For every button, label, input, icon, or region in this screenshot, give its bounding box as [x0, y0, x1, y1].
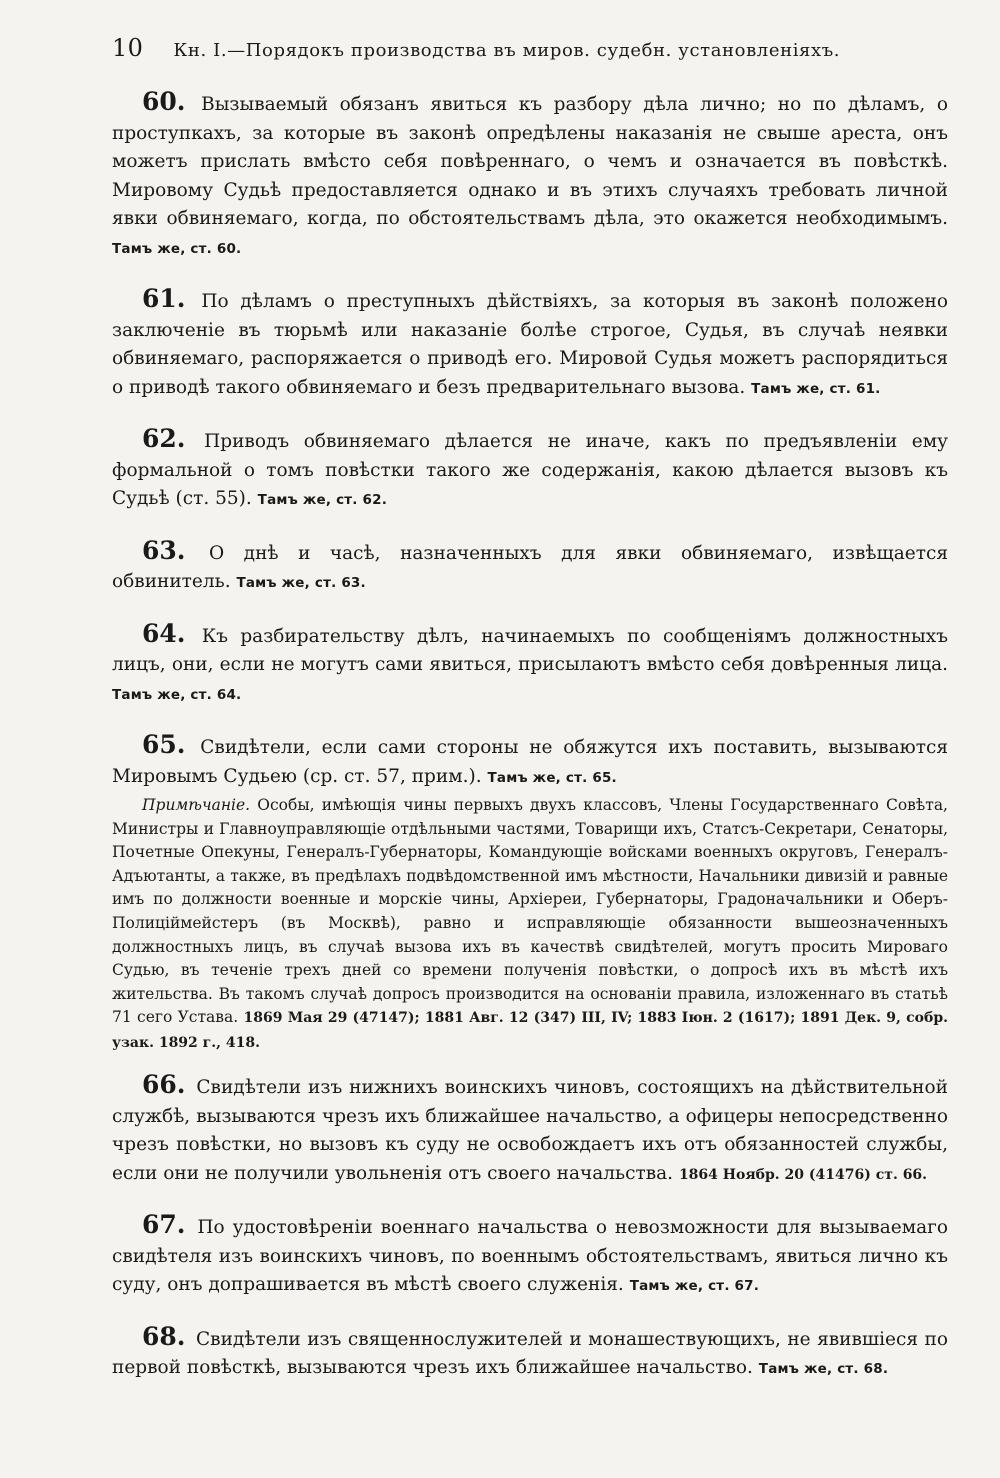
article-number: 60. [142, 87, 186, 116]
article-text: Къ разбирательству дѣлъ, начинаемыхъ по сообщеніямъ должностныхъ лицъ, они, если не могутъ сами явиться, присылаютъ вмѣсто себя довѣренныя лица. [112, 625, 948, 675]
article-63 [112, 537, 948, 598]
article-source: Тамъ же, ст. 61. [751, 380, 881, 397]
note-label: Примѣчаніе. [142, 796, 251, 814]
article-source: 1864 Ноябр. 20 (41476) ст. 66. [678, 1166, 928, 1183]
article-source: Тамъ же, ст. 64. [112, 686, 242, 703]
article-text: Приводъ обвиняемаго дѣлается не иначе, какъ по предъявленіи ему формальной о томъ повѣстки такого же содержанія, какою дѣлается вызовъ къ Судьѣ (ст. 55). [112, 431, 948, 509]
article-text: Свидѣтели изъ священнослужителей и монашествующихъ, не явившіеся по первой повѣсткѣ, вызываются чрезъ ихъ ближайшее начальство. [112, 1328, 948, 1379]
article-text: Свидѣтели, если сами стороны не обяжутся ихъ поставить, вызываются Мировымъ Судьею (ср. ст. 57, прим.). [112, 737, 949, 787]
page-number: 10 [112, 34, 144, 62]
article-number: 66. [142, 1070, 186, 1100]
article-61 [112, 285, 948, 403]
article-source: Тамъ же, ст. 67. [629, 1278, 760, 1295]
article-62 [112, 425, 948, 515]
article-60 [112, 88, 948, 263]
running-head [112, 34, 948, 62]
article-number: 68. [142, 1321, 186, 1351]
running-title: Кн. I.—Порядокъ производства въ миров. судебн. установленіяхъ. [173, 40, 841, 61]
article-number: 62. [142, 424, 186, 453]
article-source: Тамъ же, ст. 63. [236, 575, 366, 591]
article-number: 63. [142, 535, 186, 565]
note-source: 1869 Мая 29 (47147); 1881 Авг. 12 (347) III, IV; 1883 Іюн. 2 (1617); 1891 Дек. 9, собр. узак. 1892 г., 418. [112, 1010, 948, 1051]
article-67 [112, 1211, 948, 1301]
article-65 [112, 731, 948, 792]
article-number: 65. [142, 730, 186, 759]
article-number: 67. [142, 1210, 186, 1240]
article-68 [112, 1323, 948, 1384]
article-text: По дѣламъ о преступныхъ дѣйствіяхъ, за которыя въ законѣ положено заключеніе въ тюрьмѣ или наказаніе болѣе строгое, Судья, въ случаѣ неявки обвиняемаго, распоряжается о приводѣ его. Мировой Судья можетъ распорядиться о приводѣ такого обвиняемаго и безъ предварительнаго вызова. [112, 291, 948, 398]
article-text: О днѣ и часѣ, назначенныхъ для явки обвиняемаго, извѣщается обвинитель. [112, 542, 948, 592]
article-source: Тамъ же, ст. 68. [758, 1361, 889, 1378]
article-number: 64. [142, 618, 186, 648]
article-text: Вызываемый обязанъ явиться къ разбору дѣла лично; но по дѣламъ, о проступкахъ, за которые въ законѣ опредѣлены наказанія не свыше ареста, онъ можетъ прислать вмѣсто себя повѣреннаго, о чемъ и означается въ повѣсткѣ. Мировому Судьѣ предоставляется однако и въ этихъ случаяхъ требовать личной явки обвиняемаго, когда, по обстоятельствамъ дѣла, это окажется необходимымъ. [112, 94, 948, 229]
note-text: Особы, имѣющія чины первыхъ двухъ классовъ, Члены Государственнаго Совѣта, Министры и Главноуправляющіе отдѣльными частями, Товарищи ихъ, Статсъ-Секретари, Сенаторы, Почетные Опекуны, Генералъ-Губернаторы, Командующіе войсками военныхъ округовъ, Генералъ-Адъютанты, а также, въ предѣлахъ подвѣдомственной имъ мѣстности, Начальники дивизій и равные имъ по должности военные и морскіе чины, Архіереи, Губернаторы, Градоначальники и Оберъ-Полиціймейстеръ (въ Москвѣ), равно и исправляющіе обязанности вышеозначенныхъ должностныхъ лицъ, въ случаѣ вызова ихъ въ качествѣ свидѣтелей, могутъ просить Мироваго Судью, въ теченіе трехъ дней со времени полученія повѣстки, о допросѣ ихъ въ мѣстѣ ихъ жительства. Въ такомъ случаѣ допросъ производится на основаніи правила, изложеннаго въ статьѣ 71 сего Устава. [112, 796, 948, 1027]
article-number: 61. [142, 284, 186, 313]
article-text: Свидѣтели изъ нижнихъ воинскихъ чиновъ, состоящихъ на дѣйствительной службѣ, вызываются чрезъ ихъ ближайшее начальство, а офицеры непосредственно чрезъ повѣстки, но вызовъ къ суду не освобождаетъ ихъ отъ обязанностей службы, если они не получили увольненія отъ своего начальства. [112, 1077, 948, 1184]
article-text: По удостовѣреніи военнаго начальства о невозможности для вызываемаго свидѣтеля изъ воинскихъ чиновъ, по военнымъ обстоятельствамъ, явиться лично къ суду, онъ допрашивается въ мѣстѣ своего служенія. [112, 1217, 948, 1296]
article-source: Тамъ же, ст. 65. [487, 769, 617, 786]
article-source: Тамъ же, ст. 60. [112, 240, 242, 257]
article-64 [112, 620, 948, 710]
article-65-note [112, 794, 948, 1056]
article-66 [112, 1071, 948, 1189]
article-source: Тамъ же, ст. 62. [257, 492, 388, 508]
